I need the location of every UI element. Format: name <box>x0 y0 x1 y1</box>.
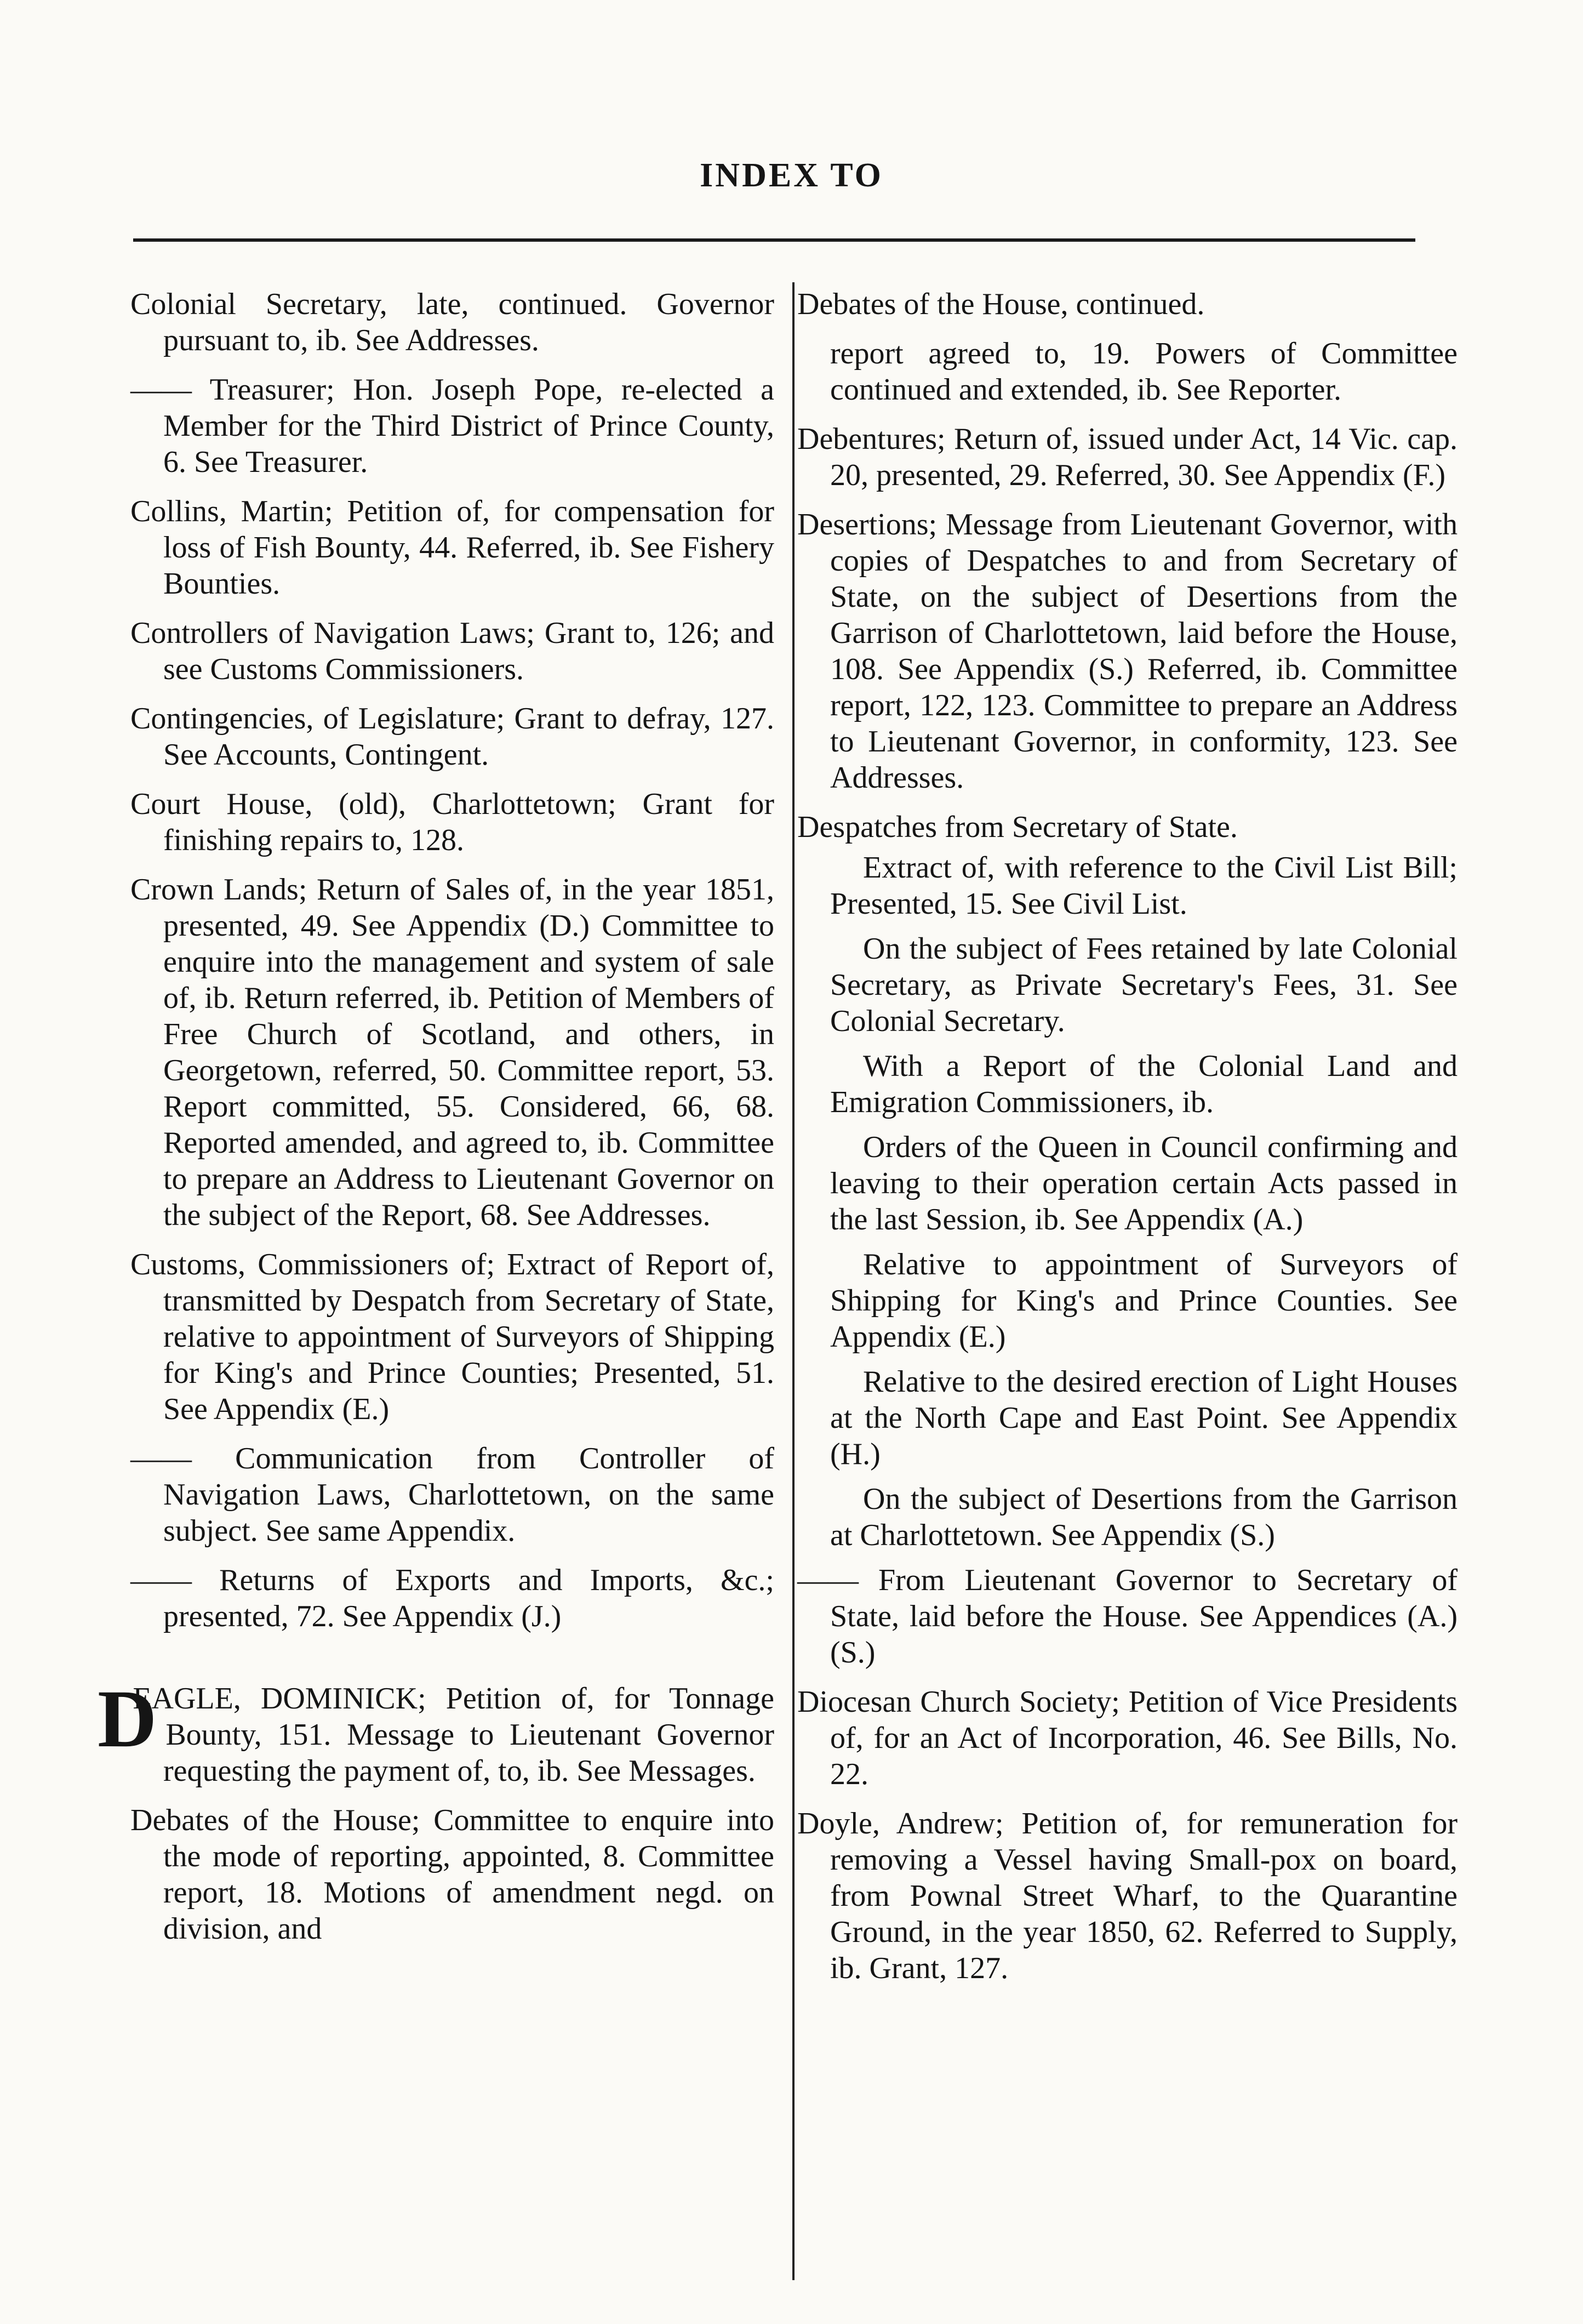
index-entry: Desertions; Message from Lieutenant Governor, with copies of Despatches to and from Secretary of State, on the subject of Desertions from the Garrison of Charlottetown, laid before the House, 108. See Appendix (S.) Referred, ib. Committee report, 122, 123. Committee to prepare an Address to Lieutenant Governor, in conformity, 123. See Addresses. <box>797 508 1458 795</box>
index-entry: —— From Lieutenant Governor to Secretary of State, laid before the House. See Appendices (A.) (S.) <box>797 1563 1458 1670</box>
index-subentry: Orders of the Queen in Council confirming and leaving to their operation certain Acts passed in the last Session, ib. See Appendix (A.) <box>830 1130 1458 1237</box>
index-entry: —— Communication from Controller of Navigation Laws, Charlottetown, on the same subject. See same Appendix. <box>130 1442 774 1548</box>
index-subentry: Relative to appointment of Surveyors of Shipping for King's and Prince Counties. See Appendix (E.) <box>830 1248 1458 1354</box>
index-entry: Colonial Secretary, late, continued. Governor pursuant to, ib. See Addresses. <box>130 287 774 357</box>
index-subentry: Extract of, with reference to the Civil List Bill; Presented, 15. See Civil List. <box>830 851 1458 921</box>
index-entry-text: EAGLE, DOMINICK; Petition of, for Tonnage Bounty, 151. Message to Lieutenant Governor requesting the payment of, to, ib. See Messages. <box>133 1682 774 1788</box>
index-entry: Debentures; Return of, issued under Act, 14 Vic. cap. 20, presented, 29. Referred, 30. See Appendix (F.) <box>797 422 1458 492</box>
section-spacer <box>130 1648 774 1681</box>
index-entry: Court House, (old), Charlottetown; Grant for finishing repairs to, 128. <box>130 787 774 857</box>
index-subentry: On the subject of Fees retained by late Colonial Secretary, as Private Secretary's Fees, 31. See Colonial Secretary. <box>830 932 1458 1038</box>
left-column <box>98 286 774 1960</box>
index-entry: Collins, Martin; Petition of, for compensation for loss of Fish Bounty, 44. Referred, ib. See Fishery Bounties. <box>130 494 774 601</box>
index-entry: report agreed to, 19. Powers of Committee continued and extended, ib. See Reporter. <box>830 337 1458 407</box>
index-entry: Diocesan Church Society; Petition of Vice Presidents of, for an Act of Incorporation, 46. See Bills, No. 22. <box>797 1685 1458 1791</box>
index-entry-heading: Debates of the House, continued. <box>797 287 1205 321</box>
header-rule <box>133 238 1415 242</box>
index-entry: Controllers of Navigation Laws; Grant to, 126; and see Customs Commissioners. <box>130 616 774 686</box>
index-entry: Crown Lands; Return of Sales of, in the year 1851, presented, 49. See Appendix (D.) Committee to enquire into the management and system of sale of, ib. Return referred, ib. Petition of Members of Free Church of Scotland, and others, in Georgetown, referred, 50. Committee report, 53. Report committed, 55. Considered, 66, 68. Reported amended, and agreed to, ib. Committee to prepare an Address to Lieutenant Governor on the subject of the Report, 68. See Addresses. <box>130 873 774 1232</box>
page-header: INDEX TO <box>700 157 883 194</box>
right-column <box>797 286 1458 2000</box>
drop-cap: D <box>98 1673 157 1764</box>
index-subentry: Relative to the desired erection of Light Houses at the North Cape and East Point. See Appendix (H.) <box>830 1365 1458 1471</box>
index-entry-heading: Despatches from Secretary of State. <box>797 810 1238 844</box>
index-entry: —— Treasurer; Hon. Joseph Pope, re-elected a Member for the Third District of Prince County, 6. See Treasurer. <box>130 373 774 479</box>
index-entry: —— Returns of Exports and Imports, &c.; presented, 72. See Appendix (J.) <box>130 1563 774 1633</box>
column-divider <box>792 282 795 2280</box>
index-entry-with-dropcap <box>98 1673 774 1789</box>
index-entry: Customs, Commissioners of; Extract of Report of, transmitted by Despatch from Secretary of State, relative to appointment of Surveyors of Shipping for King's and Prince Counties; Presented, 51. See Appendix (E.) <box>130 1248 774 1426</box>
index-entry: Doyle, Andrew; Petition of, for remuneration for removing a Vessel having Small-pox on board, from Pownal Street Wharf, to the Quarantine Ground, in the year 1850, 62. Referred to Supply, ib. Grant, 127. <box>797 1807 1458 1985</box>
index-subentry: With a Report of the Colonial Land and Emigration Commissioners, ib. <box>830 1049 1458 1119</box>
index-entry: Debates of the House; Committee to enquire into the mode of reporting, appointed, 8. Committee report, 18. Motions of amendment negd. on division, and <box>130 1803 774 1946</box>
index-subentry: On the subject of Desertions from the Garrison at Charlottetown. See Appendix (S.) <box>830 1482 1458 1552</box>
index-entry: Contingencies, of Legislature; Grant to defray, 127. See Accounts, Contingent. <box>130 702 774 772</box>
